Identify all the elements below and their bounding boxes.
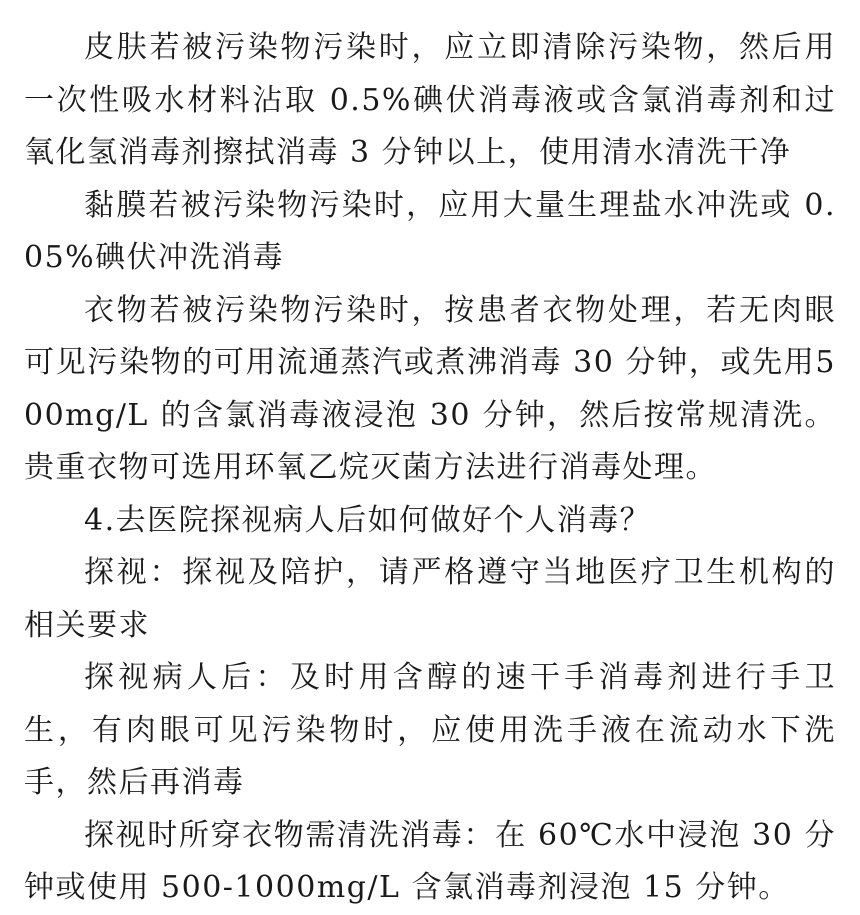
paragraph-skin-contamination: 皮肤若被污染物污染时，应立即清除污染物，然后用一次性吸水材料沾取 0.5%碘伏消毒液或含氯消毒剂和过氧化氢消毒剂擦拭消毒 3 分钟以上，使用清水清洗干净 xyxy=(24,30,836,170)
paragraph-visit-clothing-disinfection: 探视时所穿衣物需清洗消毒：在 60℃水中浸泡 30 分钟或使用 500-1000mg/L 含氯消毒剂浸泡 15 分钟。 xyxy=(24,817,836,905)
paragraph-mucosa-contamination: 黏膜若被污染物污染时，应用大量生理盐水冲洗或 0.05%碘伏冲洗消毒 xyxy=(24,187,836,275)
section-heading-hospital-visit: 4.去医院探视病人后如何做好个人消毒？ xyxy=(84,502,652,538)
paragraph-clothing-contamination: 衣物若被污染物污染时，按患者衣物处理，若无肉眼可见污染物的可用流通蒸汽或煮沸消毒 30 分钟，或先用500mg/L 的含氯消毒液浸泡 30 分钟，然后按常规清洗。贵重衣物可选用环氧乙烷灭菌方法进行消毒处理。 xyxy=(24,292,836,485)
paragraph-after-visit-hand-hygiene: 探视病人后：及时用含醇的速干手消毒剂进行手卫生，有肉眼可见污染物时，应使用洗手液在流动水下洗手，然后再消毒 xyxy=(24,660,836,800)
paragraph-visit-rules: 探视：探视及陪护，请严格遵守当地医疗卫生机构的相关要求 xyxy=(24,555,836,643)
